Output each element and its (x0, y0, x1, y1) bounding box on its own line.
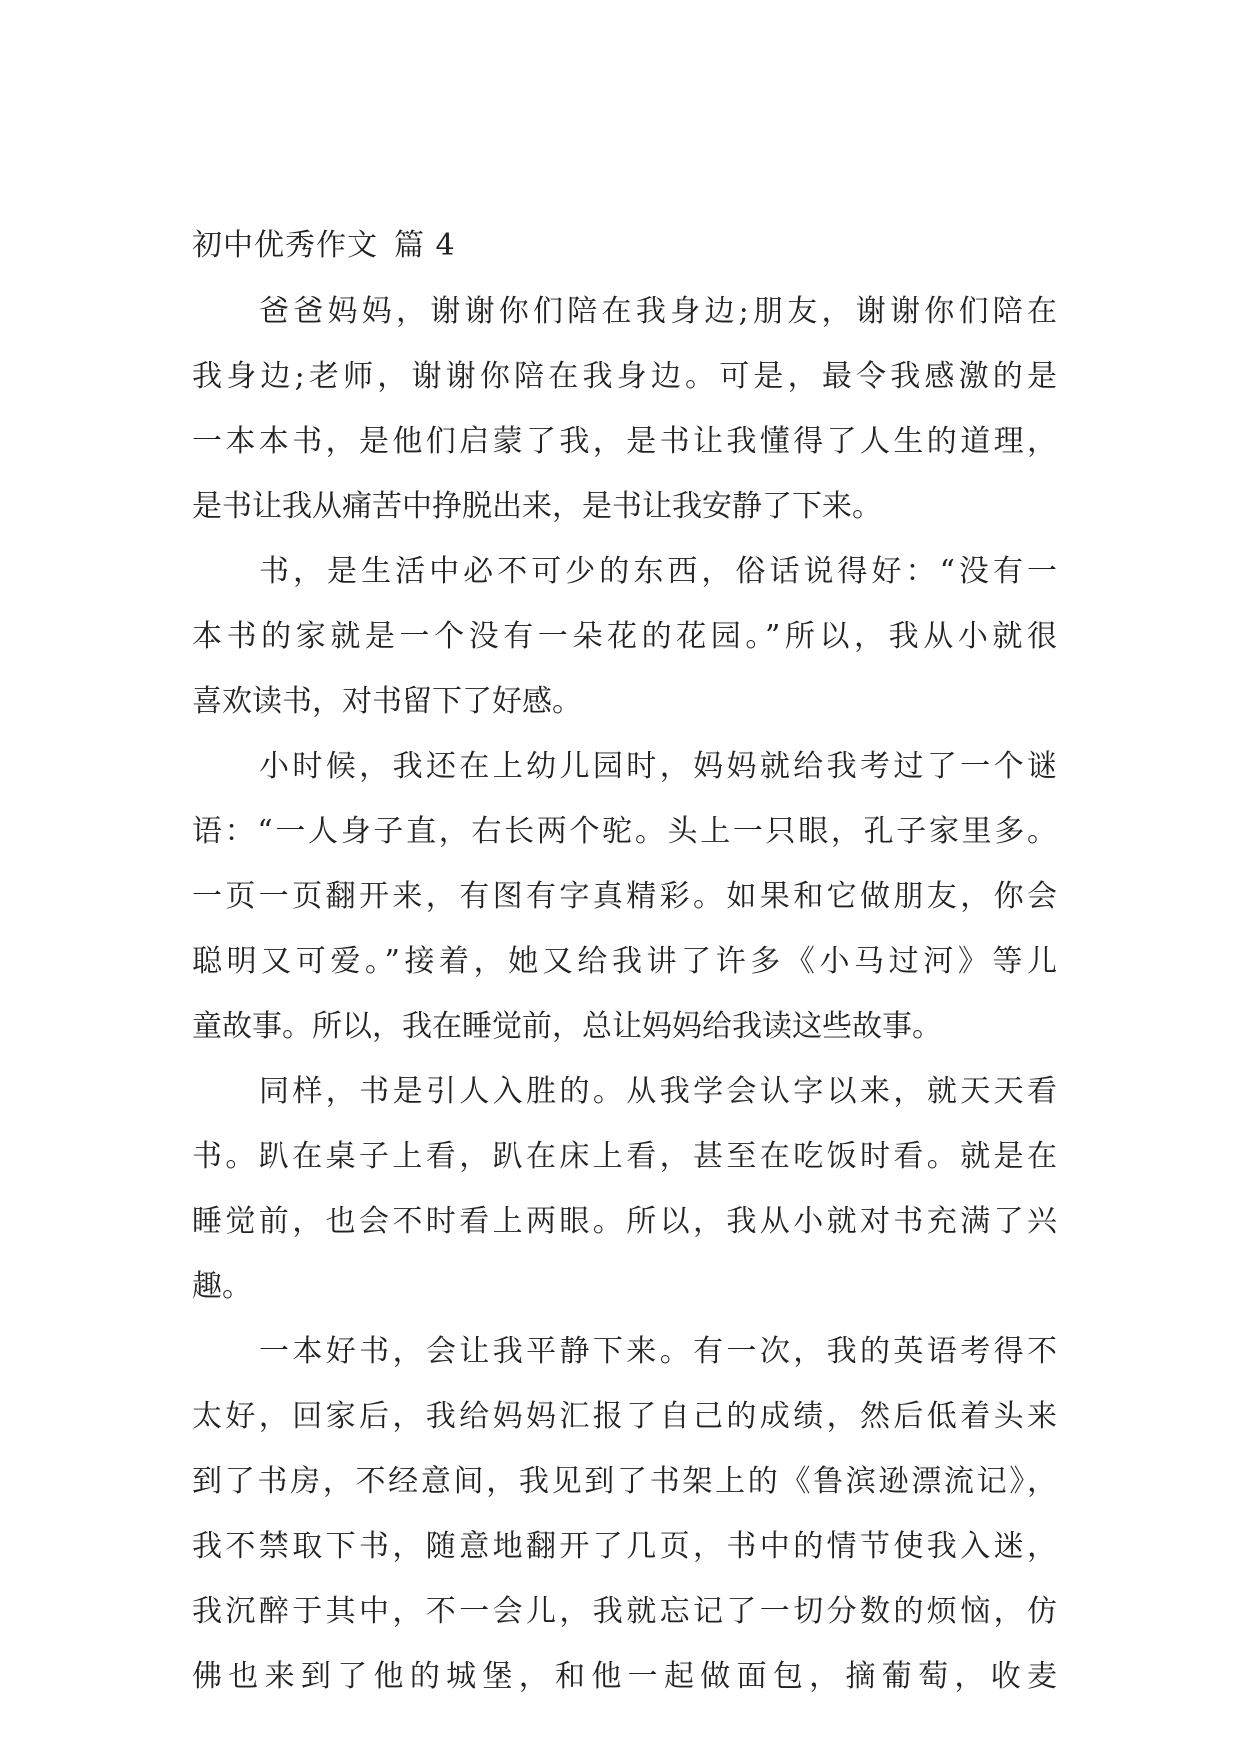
text-line: 童故事。所以，我在睡觉前，总让妈妈给我读这些故事。 (192, 1009, 942, 1044)
paragraph (192, 279, 1057, 539)
text-line: 我沉醉于其中，不一会儿，我就忘记了一切分数的烦恼，仿 (192, 1594, 1057, 1629)
text-line: 聪明又可爱。”接着，她又给我讲了许多《小马过河》等儿 (192, 944, 1057, 979)
document-body (192, 221, 1057, 1709)
paragraph (192, 1319, 1057, 1709)
text-line: 我身边;老师，谢谢你陪在我身边。可是，最令我感激的是 (192, 359, 1057, 394)
text-line: 趣。 (192, 1269, 252, 1304)
text-line: 我不禁取下书，随意地翻开了几页，书中的情节使我入迷， (192, 1529, 1057, 1564)
text-line: 喜欢读书，对书留下了好感。 (192, 684, 582, 719)
title-text: 初中优秀作文 (192, 228, 378, 263)
text-line: 同样，书是引人入胜的。从我学会认字以来，就天天看 (259, 1074, 1057, 1109)
text-line: 到了书房，不经意间，我见到了书架上的《鲁滨逊漂流记》， (192, 1464, 1057, 1499)
text-line: 书，是生活中必不可少的东西，俗话说得好：“没有一 (259, 554, 1057, 589)
text-line: 语：“一人身子直，右长两个驼。头上一只眼，孔子家里多。 (192, 814, 1057, 849)
text-line: 一本好书，会让我平静下来。有一次，我的英语考得不 (259, 1334, 1057, 1369)
document-title (192, 221, 1057, 271)
paragraph (192, 1059, 1057, 1319)
title-section-number: 篇 4 (394, 228, 456, 263)
text-line: 太好，回家后，我给妈妈汇报了自己的成绩，然后低着头来 (192, 1399, 1057, 1434)
text-line: 本书的家就是一个没有一朵花的花园。”所以，我从小就很 (192, 619, 1057, 654)
paragraph (192, 734, 1057, 1059)
text-line: 小时候，我还在上幼儿园时，妈妈就给我考过了一个谜 (259, 749, 1057, 784)
text-line: 一页一页翻开来，有图有字真精彩。如果和它做朋友，你会 (192, 879, 1057, 914)
text-line: 睡觉前，也会不时看上两眼。所以，我从小就对书充满了兴 (192, 1204, 1057, 1239)
paragraph (192, 539, 1057, 734)
text-line: 是书让我从痛苦中挣脱出来，是书让我安静了下来。 (192, 489, 882, 524)
text-line: 书。趴在桌子上看，趴在床上看，甚至在吃饭时看。就是在 (192, 1139, 1057, 1174)
text-line: 爸爸妈妈，谢谢你们陪在我身边;朋友，谢谢你们陪在 (259, 294, 1057, 329)
text-line: 佛也来到了他的城堡，和他一起做面包，摘葡萄，收麦 (192, 1659, 1057, 1694)
text-line: 一本本书，是他们启蒙了我，是书让我懂得了人生的道理， (192, 424, 1057, 459)
